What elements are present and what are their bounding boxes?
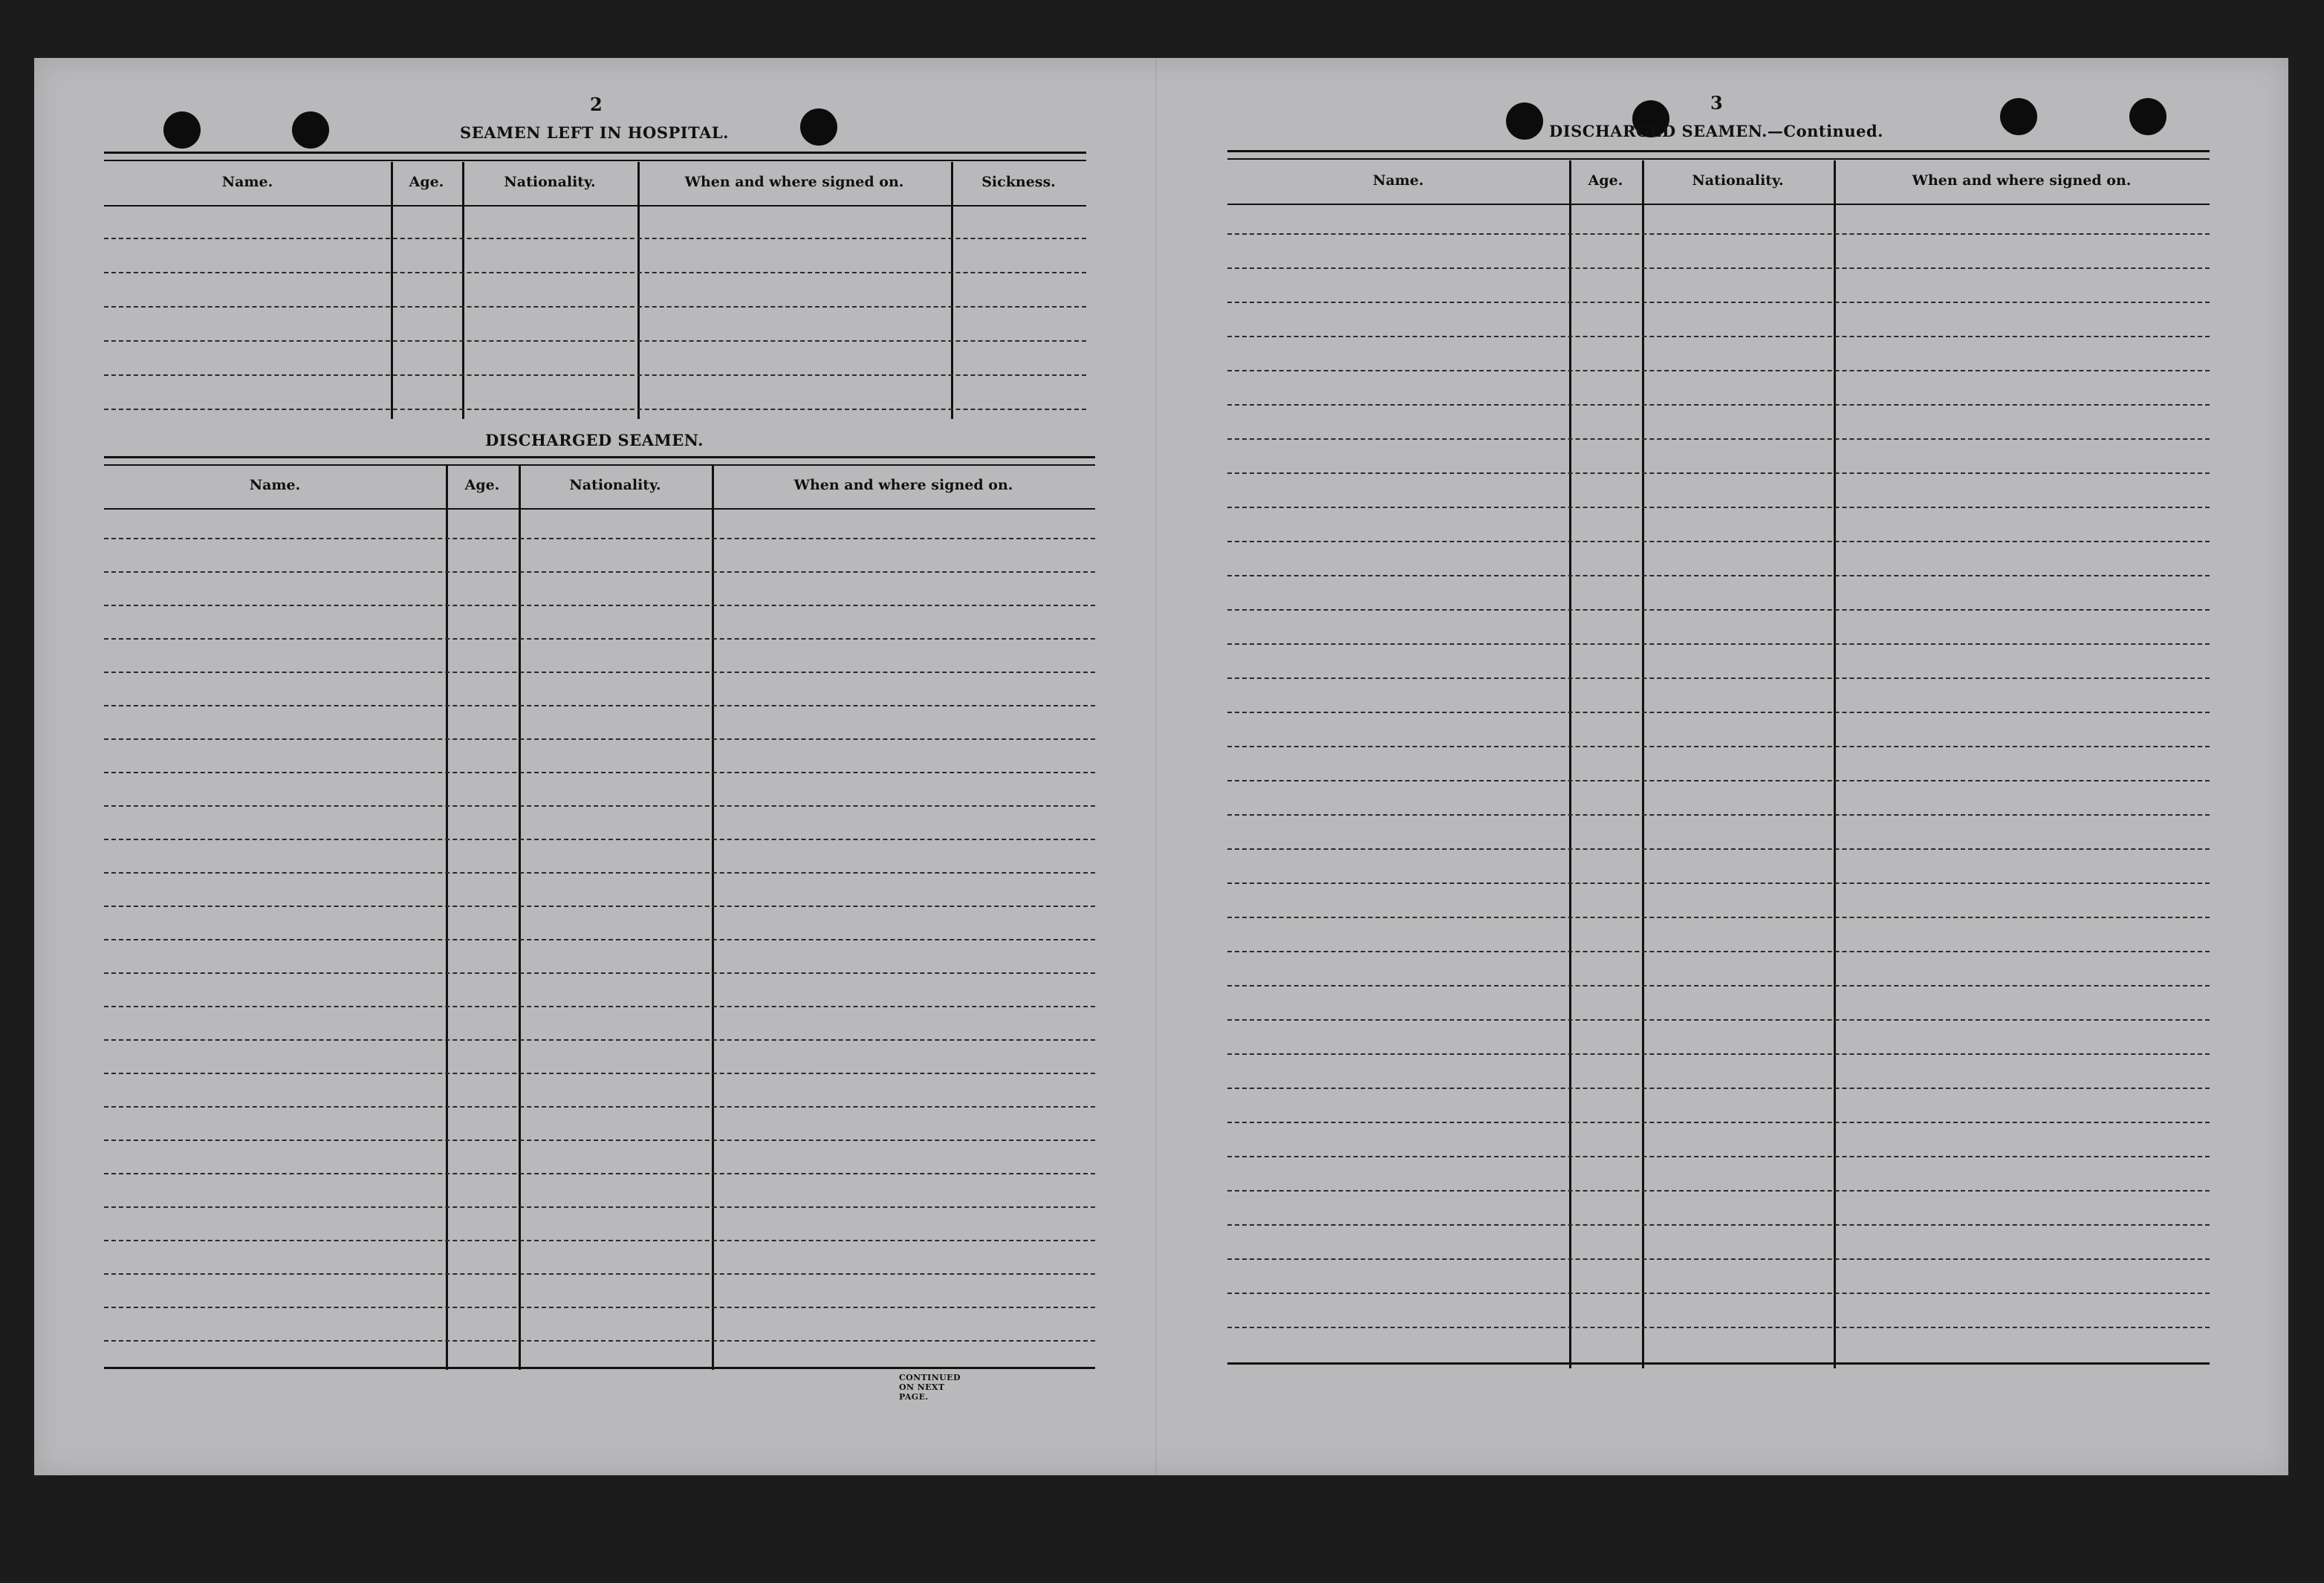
row-line	[1227, 1053, 2210, 1055]
row-line	[104, 738, 1095, 740]
row-line	[1227, 575, 2210, 576]
row-line	[104, 409, 1086, 410]
row-line	[1227, 472, 2210, 474]
row-line	[104, 605, 1095, 606]
col-header-name: Name.	[1372, 172, 1424, 189]
column-divider	[391, 162, 393, 419]
row-line	[104, 340, 1086, 342]
row-line	[104, 571, 1095, 573]
row-line	[1227, 985, 2210, 986]
table-top-rule	[1227, 150, 2210, 160]
row-line	[1227, 1224, 2210, 1226]
page-number: 2	[590, 94, 603, 115]
discharged-continued-table	[1227, 150, 2210, 1368]
table-bottom-rule	[1227, 1362, 2210, 1365]
row-line	[1227, 677, 2210, 679]
col-header-signed-on: When and where signed on.	[793, 477, 1013, 493]
column-divider	[712, 465, 714, 1370]
row-line	[1227, 1088, 2210, 1089]
column-divider	[462, 162, 464, 419]
row-line	[1227, 746, 2210, 747]
row-line	[1227, 438, 2210, 440]
col-header-nationality: Nationality.	[569, 477, 661, 493]
punch-hole	[292, 111, 329, 149]
row-line	[104, 1073, 1095, 1074]
table-top-rule	[104, 152, 1086, 161]
row-line	[104, 1240, 1095, 1241]
discharged-table	[104, 456, 1095, 1370]
col-header-nationality: Nationality.	[1692, 172, 1784, 189]
col-header-nationality: Nationality.	[504, 174, 596, 190]
col-header-signed-on: When and where signed on.	[684, 174, 904, 190]
row-line	[104, 805, 1095, 807]
row-line	[1227, 1122, 2210, 1123]
row-line	[1227, 848, 2210, 850]
row-line	[1227, 951, 2210, 952]
row-line	[1227, 404, 2210, 406]
row-line	[1227, 609, 2210, 611]
row-line	[1227, 1258, 2210, 1260]
punch-hole	[2129, 98, 2166, 135]
column-divider	[1642, 160, 1644, 1368]
row-line	[1227, 1190, 2210, 1192]
row-line	[1227, 643, 2210, 645]
col-header-age: Age.	[409, 174, 444, 190]
col-header-sickness: Sickness.	[981, 174, 1056, 190]
row-line	[1227, 814, 2210, 816]
punch-hole	[800, 108, 837, 146]
row-line	[104, 839, 1095, 840]
row-line	[104, 972, 1095, 974]
page-number: 3	[1710, 92, 1723, 114]
row-line	[1227, 882, 2210, 884]
row-line	[1227, 267, 2210, 269]
row-line	[104, 238, 1086, 239]
col-header-age: Age.	[1588, 172, 1623, 189]
header-underline	[104, 205, 1086, 207]
column-divider	[951, 162, 953, 419]
row-line	[1227, 1019, 2210, 1021]
row-line	[1227, 1156, 2210, 1157]
row-line	[104, 939, 1095, 940]
row-line	[104, 1039, 1095, 1041]
column-divider	[1834, 160, 1836, 1368]
row-line	[1227, 336, 2210, 337]
row-line	[104, 638, 1095, 640]
col-header-name: Name.	[221, 174, 273, 190]
row-line	[104, 1307, 1095, 1308]
row-line	[104, 1340, 1095, 1342]
table-top-rule	[104, 456, 1095, 466]
col-header-signed-on: When and where signed on.	[1912, 172, 2132, 189]
col-header-name: Name.	[249, 477, 301, 493]
row-line	[1227, 712, 2210, 713]
row-line	[104, 272, 1086, 273]
row-line	[104, 705, 1095, 706]
row-line	[1227, 370, 2210, 371]
row-line	[1227, 1293, 2210, 1294]
row-line	[1227, 1327, 2210, 1328]
column-divider	[637, 162, 640, 419]
column-divider	[1569, 160, 1571, 1368]
row-line	[1227, 917, 2210, 918]
hospital-table	[104, 152, 1086, 420]
row-line	[104, 906, 1095, 907]
row-line	[104, 672, 1095, 673]
col-header-age: Age.	[464, 477, 500, 493]
discharged-section-title: DISCHARGED SEAMEN.	[485, 431, 704, 449]
column-divider	[519, 465, 521, 1370]
row-line	[1227, 780, 2210, 781]
row-line	[104, 1106, 1095, 1108]
row-line	[104, 306, 1086, 308]
hospital-section-title: SEAMEN LEFT IN HOSPITAL.	[460, 123, 729, 142]
table-bottom-rule	[104, 1367, 1095, 1369]
row-line	[104, 1173, 1095, 1174]
row-line	[1227, 302, 2210, 303]
row-line	[104, 374, 1086, 376]
page-fold	[1155, 58, 1157, 1475]
column-divider	[446, 465, 448, 1370]
row-line	[104, 1006, 1095, 1007]
punch-hole	[2000, 98, 2037, 135]
row-line	[104, 872, 1095, 874]
row-line	[104, 772, 1095, 773]
row-line	[104, 538, 1095, 539]
discharged-continued-title: DISCHARGED SEAMEN.—Continued.	[1549, 122, 1883, 140]
row-line	[104, 1273, 1095, 1275]
row-line	[1227, 541, 2210, 542]
header-underline	[104, 508, 1095, 510]
continued-note: CONTINUED ON NEXT PAGE.	[899, 1373, 961, 1402]
row-line	[104, 1206, 1095, 1208]
row-line	[104, 1140, 1095, 1141]
row-line	[1227, 233, 2210, 235]
header-underline	[1227, 204, 2210, 205]
punch-hole	[163, 111, 201, 149]
row-line	[1227, 507, 2210, 508]
